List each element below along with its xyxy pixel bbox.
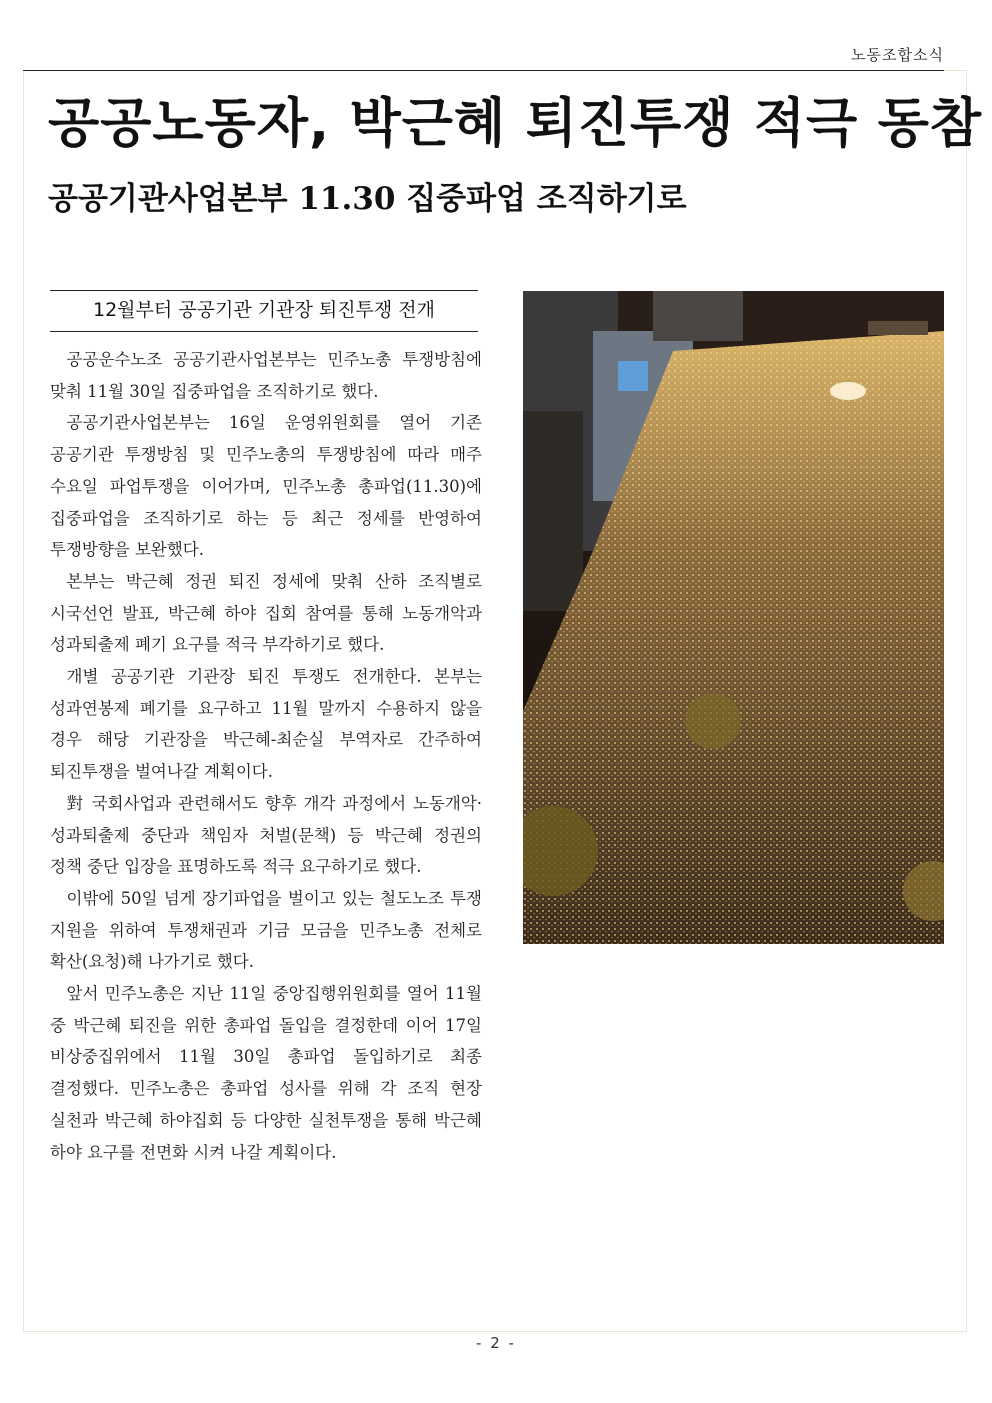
rally-crowd-photo — [523, 291, 944, 944]
section-title: 12월부터 공공기관 기관장 퇴진투쟁 전개 — [93, 299, 435, 321]
article-paragraph: 對 국회사업과 관련해서도 향후 개각 과정에서 노동개악·성과퇴출제 중단과 책임자 처벌(문책) 등 박근혜 정권의 정책 중단 입장을 표명하도록 적극 요구하기로 했다. — [50, 793, 482, 877]
article-paragraph: 공공기관사업본부는 16일 운영위원회를 열어 기존 공공기관 투쟁방침 및 민주노총의 투쟁방침에 따라 매주 수요일 파업투쟁을 이어가며, 민주노총 총파업(11.30)에 집중파업을 조직하기로 하는 등 최근 정세를 반영하여 투쟁방향을 보완했다. — [50, 413, 482, 560]
subheadline: 공공기관사업본부 11.30 집중파업 조직하기로 — [48, 181, 687, 217]
article-paragraph: 공공운수노조 공공기관사업본부는 민주노총 투쟁방침에 맞춰 11월 30일 집중파업을 조직하기로 했다. — [50, 350, 482, 401]
header-divider — [23, 70, 944, 71]
section-title-box — [50, 290, 478, 332]
article-body — [50, 344, 482, 1168]
newsletter-section-label: 노동조합소식 — [851, 46, 944, 64]
article-paragraph: 본부는 박근혜 정권 퇴진 정세에 맞춰 산하 조직별로 시국선언 발표, 박근혜 하야 집회 참여를 통해 노동개악과 성과퇴출제 폐기 요구를 적극 부각하기로 했다. — [50, 571, 482, 655]
page-number: - 2 - — [476, 1334, 516, 1352]
article-paragraph: 이밖에 50일 넘게 장기파업을 벌이고 있는 철도노조 투쟁 지원을 위하여 투쟁채권과 기금 모금을 민주노총 전체로 확산(요청)해 나가기로 했다. — [50, 888, 482, 972]
article-paragraph: 개별 공공기관 기관장 퇴진 투쟁도 전개한다. 본부는 성과연봉제 폐기를 요구하고 11월 말까지 수용하지 않을 경우 해당 기관장을 박근혜-최순실 부역자로 간주하여 퇴진투쟁을 벌여나갈 계획이다. — [50, 667, 482, 782]
article-paragraph: 앞서 민주노총은 지난 11일 중앙집행위원회를 열어 11월 중 박근혜 퇴진을 위한 총파업 돌입을 결정한데 이어 17일 비상중집위에서 11월 30일 총파업 돌입하기로 최종 결정했다. 민주노총은 총파업 성사를 위해 각 조직 현장 실천과 박근혜 하야집회 등 다양한 실천투쟁을 통해 박근혜 하야 요구를 전면화 시켜 나갈 계획이다. — [50, 984, 482, 1162]
headline: 공공노동자, 박근혜 퇴진투쟁 적극 동참 — [48, 93, 983, 154]
